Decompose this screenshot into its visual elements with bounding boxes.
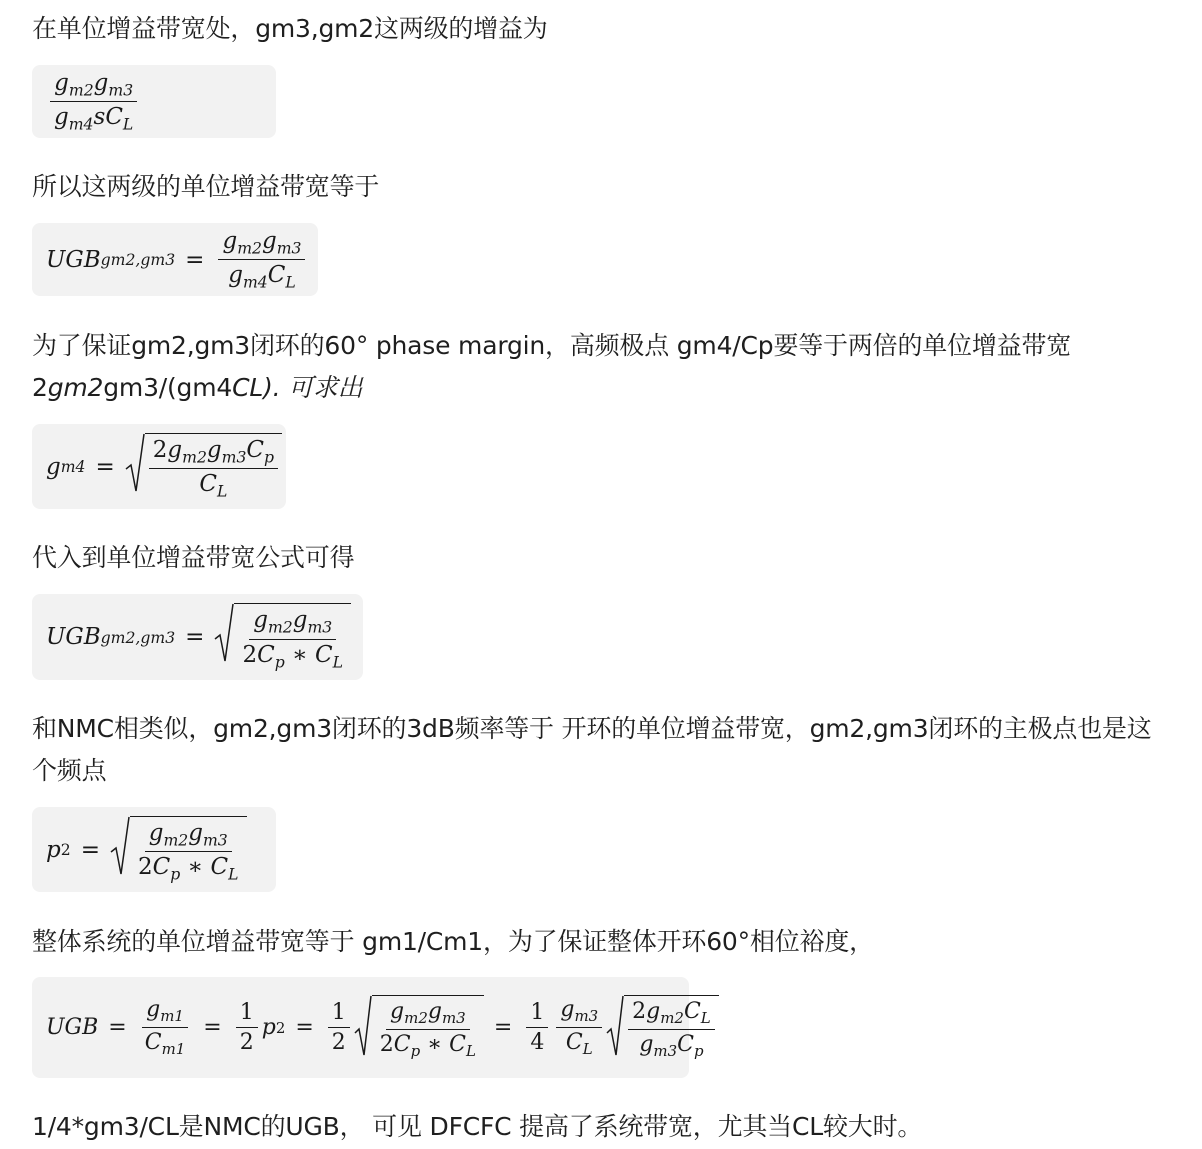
paragraph-phase-margin: 为了保证gm2,gm3闭环的60° phase margin，高频极点 gm4/Cp要等于两倍的单位增益带宽 2gm2gm3/(gm4CL). 可求出 [32, 331, 1072, 402]
paragraph-overall-ugb: 整体系统的单位增益带宽等于 gm1/Cm1，为了保证整体开环60°相位裕度， [32, 927, 874, 956]
paragraph-ugb-intro: 所以这两级的单位增益带宽等于 [32, 172, 380, 201]
equation-overall-ugb: UGB = $\frac{g_{m1}}{C_{m1}}$ = $\frac{1}{2}$ p 2 = $\frac{1}{2}$ $\frac{g_{m2}g_{m3}}{2C_p ∗ C_L}$ = $\frac{1}{4}$ $\frac{g_{m3}}{C_L}$ $\frac{2g_{m2}C_L}{g_{m3}C_p}$ [32, 977, 689, 1078]
equation-ugb-sqrt: UGB gm2,gm3 = $\frac{g_{m2}g_{m3}}{2C_p ∗ C_L}$ [32, 594, 363, 680]
gain-fraction: $\frac{g_{m2}g_{m3}}{g_{m4}sC_L}$ [50, 70, 137, 134]
equation-gain [32, 65, 276, 138]
paragraph-nmc-similar: 和NMC相类似，gm2,gm3闭环的3dB频率等于 开环的单位增益带宽，gm2,gm3闭环的主极点也是这个频点 [32, 714, 1152, 785]
equation-p2: p 2 = $\frac{g_{m2}g_{m3}}{2C_p ∗ C_L}$ [32, 807, 276, 892]
equation-gm4: g m4 = $\frac{2g_{m2}g_{m3}C_p}{C_L}$ [32, 424, 286, 509]
paragraph-conclusion: 1/4*gm3/CL是NMC的UGB， 可见 DFCFC 提高了系统带宽，尤其当CL较大时。 [32, 1112, 923, 1141]
paragraph-substitute: 代入到单位增益带宽公式可得 [32, 543, 355, 572]
sqrt-gm4: $\frac{2g_{m2}g_{m3}C_p}{C_L}$ [125, 433, 282, 501]
paragraph-gain: 在单位增益带宽处，gm3,gm2这两级的增益为 [32, 14, 548, 43]
equation-ugb-two-stage: UGB gm2,gm3 = $\frac{g_{m2}g_{m3}}{g_{m4}C_L}$ [32, 223, 318, 296]
